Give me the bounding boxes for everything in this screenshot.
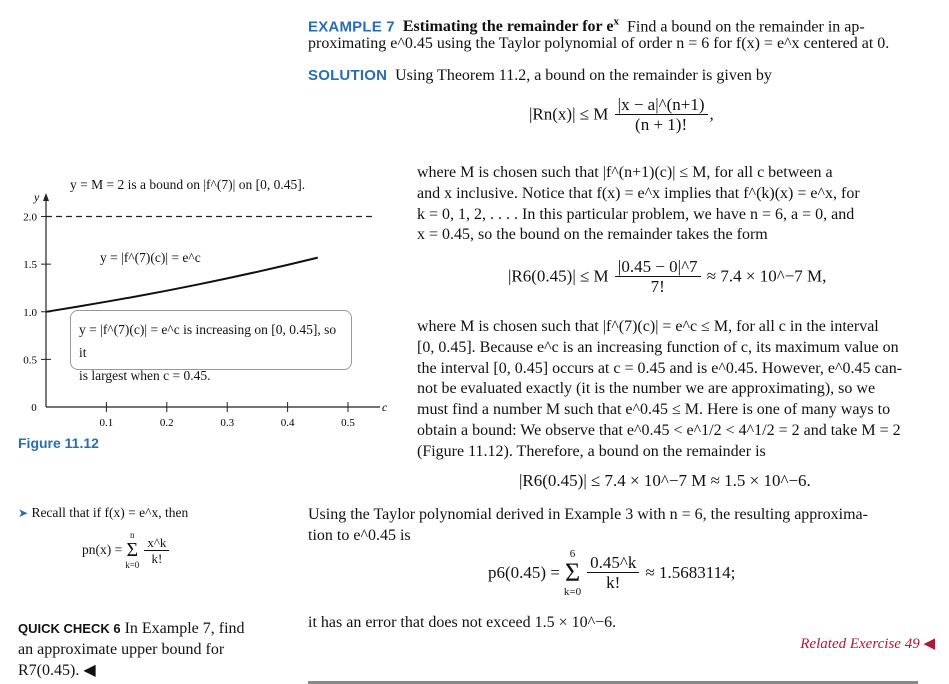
para1-line: and x inclusive. Notice that f(x) = e^x implies that f^(k)(x) = e^x, for	[417, 184, 860, 202]
equation-r6-bound: |R6(0.45)| ≤ 7.4 × 10^−7 M ≈ 1.5 × 10^−6.	[519, 471, 811, 490]
quick-check	[18, 619, 298, 681]
solution-label: SOLUTION	[308, 67, 388, 84]
y-axis-label: y	[34, 190, 40, 204]
x-tick-label: 0.5	[341, 417, 355, 429]
eq4-rhs: ≈ 1.5683114;	[645, 563, 736, 582]
paragraph-1	[417, 163, 937, 246]
para1-line: k = 0, 1, 2, . . . . In this particular problem, we have n = 6, a = 0, and	[417, 205, 855, 223]
recall-formula	[82, 530, 171, 570]
x-tick-label: 0.2	[159, 417, 174, 429]
para1-line: x = 0.45, so the bound on the remainder takes the form	[417, 226, 768, 244]
recall-sum	[125, 530, 139, 570]
y-tick-label: 1.0	[23, 306, 37, 319]
eq4-lhs: p6(0.45) =	[488, 563, 560, 582]
related-exercise	[800, 634, 935, 653]
sigma-icon: Σ	[126, 539, 139, 561]
x-tick-label: 0.4	[280, 417, 295, 429]
eq4-sum-top: 6	[569, 548, 576, 560]
eq1-denominator: (n + 1)!	[635, 115, 688, 134]
example-label: EXAMPLE 7	[308, 18, 395, 36]
annotation-line: is largest when c = 0.45.	[79, 368, 211, 383]
example-title: Estimating the remainder for $e^x$	[402, 16, 619, 36]
x-tick-label: 0.1	[99, 417, 114, 429]
para2-line: obtain a bound: We observe that e^0.45 < e^1/2 < 4^1/2 = 2 and take M = 2	[417, 421, 901, 439]
next-example-cutoff	[308, 678, 918, 684]
para2-line: the interval [0, 0.45] occurs at c = 0.45 and is e^0.45. However, e^0.45 can-	[417, 359, 903, 377]
solution-text: Using Theorem 11.2, a bound on the remainder is given by	[395, 67, 772, 84]
x-axis-label: c	[382, 400, 388, 414]
paragraph-2	[417, 317, 942, 463]
quick-check-label: QUICK CHECK 6	[18, 621, 121, 636]
para2-line: where M is chosen such that |f^(7)(c)| = e^c ≤ M, for all c in the interval	[417, 318, 879, 335]
equation-remainder-bound	[529, 96, 714, 135]
solution-line	[308, 66, 938, 87]
para3-line: Using the Taylor polynomial derived in Example 3 with n = 6, the resulting approxima-	[308, 506, 868, 523]
recall-lhs: pn(x) =	[82, 542, 123, 557]
origin-label: 0	[31, 402, 37, 414]
para3-line: tion to e^0.45 is	[308, 526, 411, 544]
eq2-numerator: |0.45 − 0|^7	[615, 258, 701, 277]
paragraph-4: it has an error that does not exceed 1.5 × 10^−6.	[308, 614, 617, 631]
y-tick-label: 1.5	[23, 259, 37, 272]
figure-caption: Figure 11.12	[18, 435, 99, 451]
eq4-denominator: k!	[606, 572, 621, 592]
para2-line: [0, 0.45]. Because e^c is an increasing function of c, its maximum value on	[417, 338, 899, 356]
eq2-denominator: 7!	[650, 277, 665, 296]
equation-r6-form	[508, 258, 826, 297]
eq1-lhs: |Rn(x)| ≤ M	[529, 104, 609, 124]
y-tick-label: 2.0	[23, 211, 37, 224]
bound-label: y = M = 2 is a bound on |f^(7)| on [0, 0.45].	[70, 177, 306, 192]
para1-line: where M is chosen such that |f^(n+1)(c)| ≤ M, for all c between a	[417, 164, 833, 181]
quick-check-line: an approximate upper bound for	[18, 640, 225, 658]
eq2-lhs: |R6(0.45)| ≤ M	[508, 266, 609, 286]
recall-sum-top: n	[130, 530, 135, 540]
para2-line: not be evaluated exactly (it is the number we are approximating), so we	[417, 380, 876, 398]
eq4-numerator: 0.45^k	[587, 554, 639, 573]
recall-numerator: x^k	[144, 535, 169, 551]
example-statement-1: Find a bound on the remainder in ap-	[626, 18, 865, 36]
eq2-rhs: ≈ 7.4 × 10^−7 M,	[706, 266, 827, 286]
arrow-left-icon: ◀	[83, 661, 96, 679]
related-exercise-text: Related Exercise 49	[800, 636, 920, 652]
quick-check-line: R7(0.45).	[18, 661, 80, 679]
y-axis-arrow	[43, 193, 49, 201]
paragraph-3	[308, 505, 938, 547]
eq1-numerator: |x − a|^(n+1)	[615, 96, 708, 115]
arrow-left-icon: ◀	[923, 636, 935, 652]
y-tick-label: 0.5	[23, 354, 37, 367]
recall-text: Recall that if f(x) = e^x, then	[31, 505, 189, 520]
annotation-line: y = |f^(7)(c)| = e^c is increasing on [0, 0.45], so it	[79, 322, 337, 360]
x-tick-label: 0.3	[220, 417, 235, 429]
eq4-sum-bottom: k=0	[563, 586, 582, 598]
arrow-right-icon: ➤	[18, 506, 29, 520]
annotation-box	[70, 310, 352, 383]
para2-line: must find a number M such that e^0.45 ≤ M. Here is one of many ways to	[417, 401, 891, 419]
equation-p6	[488, 548, 735, 598]
recall-denominator: k!	[151, 550, 163, 566]
eq4-sum	[564, 548, 581, 598]
recall-note	[18, 505, 188, 521]
eq1-tail: ,	[709, 104, 714, 124]
quick-check-line: In Example 7, find	[124, 620, 245, 637]
curve-label: y = |f^(7)(c)| = e^c	[100, 250, 201, 265]
para2-line: (Figure 11.12). Therefore, a bound on the remainder is	[417, 442, 766, 460]
example-statement-2: proximating e^0.45 using the Taylor polynomial of order n = 6 for f(x) = e^x centered at 0.	[308, 35, 890, 52]
sigma-icon: Σ	[564, 558, 581, 587]
recall-sum-bottom: k=0	[125, 560, 140, 570]
